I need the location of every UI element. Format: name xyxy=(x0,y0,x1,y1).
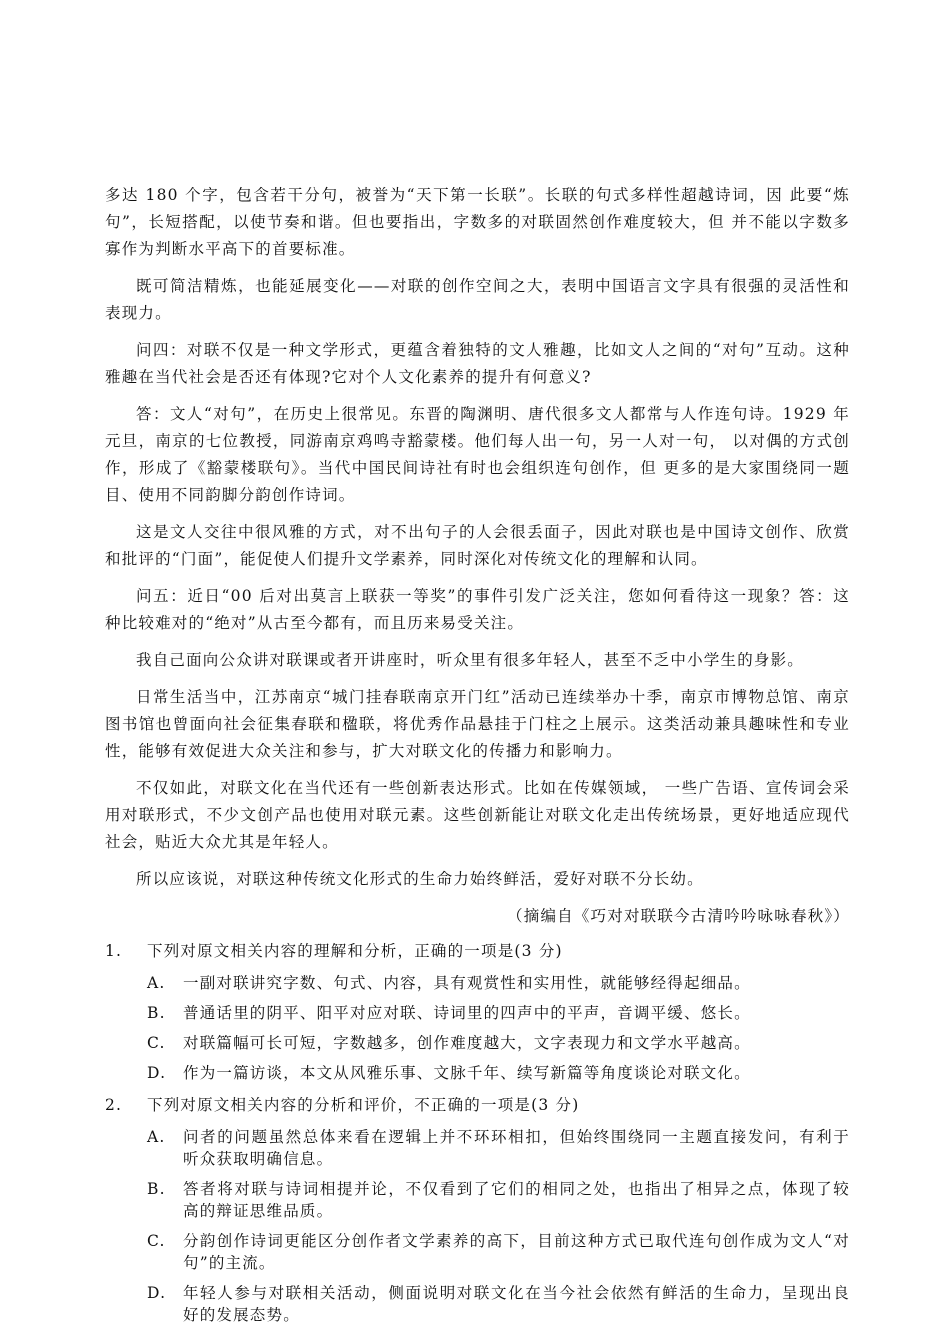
question-number: 2. xyxy=(105,1096,123,1114)
option-text: 年轻人参与对联相关活动，侧面说明对联文化在当今社会依然有鲜活的生命力，呈现出良好的发展态势。 xyxy=(183,1284,850,1324)
article-source: （摘编自《巧对对联联今古清吟吟咏咏春秋》） xyxy=(507,907,850,925)
option-text: 普通话里的阴平、阳平对应对联、诗词里的四声中的平声，音调平缓、悠长。 xyxy=(183,1004,751,1022)
question-text: 下列对原文相关内容的分析和评价，不正确的一项是(3 分) xyxy=(147,1096,580,1114)
article-paragraph: 不仅如此，对联文化在当代还有一些创新表达形式。比如在传媒领域， 一些广告语、宣传词会采用对联形式，不少文创产品也使用对联元素。这些创新能让对联文化走出传统场景，更好地适应现代社会，贴近大众尤其是年轻人。 xyxy=(105,779,850,851)
option-text: 分韵创作诗词更能区分创作者文学素养的高下，目前这种方式已取代连句创作成为文人“对句”的主流。 xyxy=(183,1232,850,1272)
option-b[interactable] xyxy=(105,1178,850,1222)
question-stem xyxy=(105,938,850,965)
option-a[interactable] xyxy=(105,1126,850,1170)
interview-answer-4: 答：文人“对句”，在历史上很常见。东晋的陶渊明、唐代很多文人都常与人作连句诗。1929 年元旦，南京的七位教授，同游南京鸡鸣寺豁蒙楼。他们每人出一句，另一人对一句， 以对偶的方式创作，形成了《豁蒙楼联句》。当代中国民间诗社有时也会组织连句创作，但 更多的是大家围绕同一题目、使用不同韵脚分韵创作诗词。 xyxy=(105,405,850,504)
option-text: 一副对联讲究字数、句式、内容，具有观赏性和实用性，就能够经得起细品。 xyxy=(183,974,751,992)
article-paragraph: 所以应该说，对联这种传统文化形式的生命力始终鲜活，爱好对联不分长幼。 xyxy=(136,870,704,888)
option-label: D. xyxy=(147,1064,167,1082)
option-label: D. xyxy=(147,1284,167,1302)
article-paragraph: 多达 180 个字，包含若干分句，被誉为“天下第一长联”。长联的句式多样性超越诗词，因 此要“炼句”，长短搭配，以使节奏和谐。但也要指出，字数多的对联固然创作难度较大，但 并不能以字数多寡作为判断水平高下的首要标准。 xyxy=(105,186,850,258)
option-c[interactable] xyxy=(105,1032,850,1054)
article-paragraph: 日常生活当中，江苏南京“城门挂春联南京开门红”活动已连续举办十季，南京市博物总馆、南京图书馆也曾面向社会征集春联和楹联，将优秀作品悬挂于门柱之上展示。这类活动兼具趣味性和专业性，能够有效促进大众关注和参与，扩大对联文化的传播力和影响力。 xyxy=(105,688,850,760)
option-label: C. xyxy=(147,1232,166,1250)
option-a[interactable] xyxy=(105,972,850,994)
interview-question-4: 问四：对联不仅是一种文学形式，更蕴含着独特的文人雅趣，比如文人之间的“对句”互动。这种雅趣在当代社会是否还有体现?它对个人文化素养的提升有何意义? xyxy=(105,341,850,386)
question-number: 1. xyxy=(105,942,123,960)
interview-question-5: 问五：近日“00 后对出莫言上联获一等奖”的事件引发广泛关注，您如何看待这一现象？答：这种比较难对的“绝对”从古至今都有，而且历来易受关注。 xyxy=(105,587,850,632)
exam-page xyxy=(105,182,850,1334)
article xyxy=(105,182,850,930)
option-c[interactable] xyxy=(105,1230,850,1274)
option-text: 对联篇幅可长可短，字数越多，创作难度越大，文字表现力和文学水平越高。 xyxy=(183,1034,751,1052)
article-paragraph: 既可简洁精炼，也能延展变化——对联的创作空间之大，表明中国语言文字具有很强的灵活性和表现力。 xyxy=(105,277,850,322)
question-stem xyxy=(105,1092,850,1119)
question-1 xyxy=(105,938,850,1084)
article-paragraph: 我自己面向公众讲对联课或者开讲座时，听众里有很多年轻人，甚至不乏中小学生的身影。 xyxy=(136,651,805,669)
option-b[interactable] xyxy=(105,1002,850,1024)
option-text: 作为一篇访谈，本文从风雅乐事、文脉千年、续写新篇等角度谈论对联文化。 xyxy=(183,1064,751,1082)
question-2 xyxy=(105,1092,850,1326)
option-label: A. xyxy=(147,974,166,992)
option-text: 答者将对联与诗词相提并论，不仅看到了它们的相同之处，也指出了相异之点，体现了较高的辩证思维品质。 xyxy=(183,1180,850,1220)
option-label: C. xyxy=(147,1034,166,1052)
option-label: B. xyxy=(147,1180,166,1198)
option-d[interactable] xyxy=(105,1062,850,1084)
option-d[interactable] xyxy=(105,1282,850,1326)
question-text: 下列对原文相关内容的理解和分析，正确的一项是(3 分) xyxy=(147,942,563,960)
option-text: 问者的问题虽然总体来看在逻辑上并不环环相扣，但始终围绕同一主题直接发问，有利于听众获取明确信息。 xyxy=(183,1128,850,1168)
option-label: B. xyxy=(147,1004,166,1022)
option-label: A. xyxy=(147,1128,166,1146)
article-paragraph: 这是文人交往中很风雅的方式，对不出句子的人会很丢面子，因此对联也是中国诗文创作、欣赏和批评的“门面”，能促使人们提升文学素养，同时深化对传统文化的理解和认同。 xyxy=(105,523,850,568)
